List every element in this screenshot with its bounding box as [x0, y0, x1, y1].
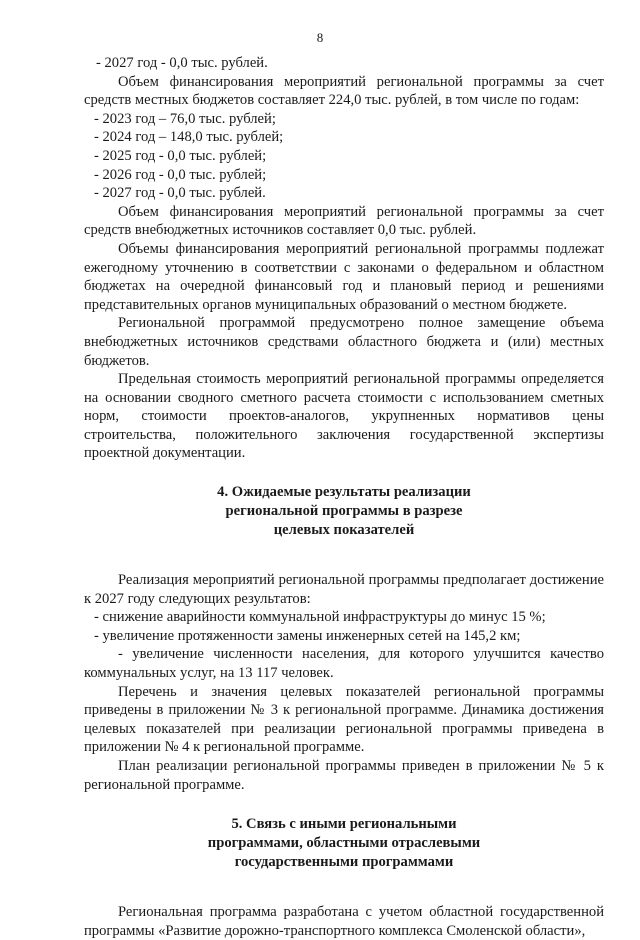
results-intro-paragraph: Реализация мероприятий региональной программы предполагает достижение к 2027 году следующих результатов:: [84, 572, 604, 607]
local-year-line: - 2026 год - 0,0 тыс. рублей;: [94, 166, 267, 183]
section-5-title-line: 5. Связь с иными региональными: [231, 816, 457, 833]
population-result-paragraph: - увеличение численности населения, для которого улучшится качество коммунальных услуг, на 13 117 человек.: [84, 646, 604, 682]
max-cost-paragraph: Предельная стоимость мероприятий региональной программы определяется на основании сводного сметного расчета стоимости с использованием сметных норм, стоимости проектов-аналогов, укрупненных нормативов цены строительства, положительного заключения государственной экспертизы проектной документации.: [84, 371, 604, 462]
result-line: - снижение аварийности коммунальной инфраструктуры до минус 15 %;: [94, 609, 546, 626]
section-5-title-line: государственными программами: [234, 854, 454, 871]
local-budget-paragraph: Объем финансирования мероприятий региональной программы за счет средств местных бюджетов составляет 224,0 тыс. рублей, в том числе по годам:: [84, 73, 604, 109]
plan-paragraph: План реализации региональной программы приведен в приложении № 5 к региональной программе.: [84, 758, 604, 793]
section-4-title-line: региональной программы в разрезе: [225, 503, 463, 520]
section-4-heading: [84, 483, 604, 540]
section-5-heading: [84, 815, 604, 872]
local-year-line: - 2024 год – 148,0 тыс. рублей;: [94, 129, 284, 146]
page-number: 8: [316, 30, 324, 45]
extrabudget-paragraph: Объем финансирования мероприятий региональной программы за счет средств внебюджетных источников составляет 0,0 тыс. рублей.: [84, 203, 604, 239]
page-content: [84, 54, 604, 940]
section-4-title-line: 4. Ожидаемые результаты реализации: [217, 484, 471, 501]
replacement-paragraph: Региональной программой предусмотрено полное замещение объема внебюджетных источников средствами областного бюджета и (или) местных бюджетов.: [84, 315, 604, 369]
section-4-title-line: целевых показателей: [273, 522, 415, 539]
local-year-line: - 2023 год – 76,0 тыс. рублей;: [94, 110, 276, 127]
indicators-paragraph: Перечень и значения целевых показателей региональной программы приведены в приложении № 3 к региональной программе. Динамика достижения целевых показателей при реализации региональной программы приведена в приложении № 4 к региональной программе.: [84, 683, 604, 756]
section-5-title-line: программами, областными отраслевыми: [207, 835, 481, 852]
funding-line-2027: - 2027 год - 0,0 тыс. рублей.: [96, 55, 268, 71]
local-year-line: - 2025 год - 0,0 тыс. рублей;: [94, 147, 267, 164]
result-line: - увеличение протяженности замены инженерных сетей на 145,2 км;: [94, 627, 521, 644]
local-year-line: - 2027 год - 0,0 тыс. рублей.: [94, 185, 266, 202]
annual-update-paragraph: Объемы финансирования мероприятий региональной программы подлежат ежегодному уточнению в соответствии с законами о федеральном и областном бюджетах на очередной финансовый год и плановый период и решениями представительных органов муниципальных образований о местном бюджете.: [84, 240, 604, 313]
section-5-intro-paragraph: Региональная программа разработана с учетом областной государственной программы «Развитие дорожно-транспортного комплекса Смоленской области»,: [84, 904, 604, 939]
